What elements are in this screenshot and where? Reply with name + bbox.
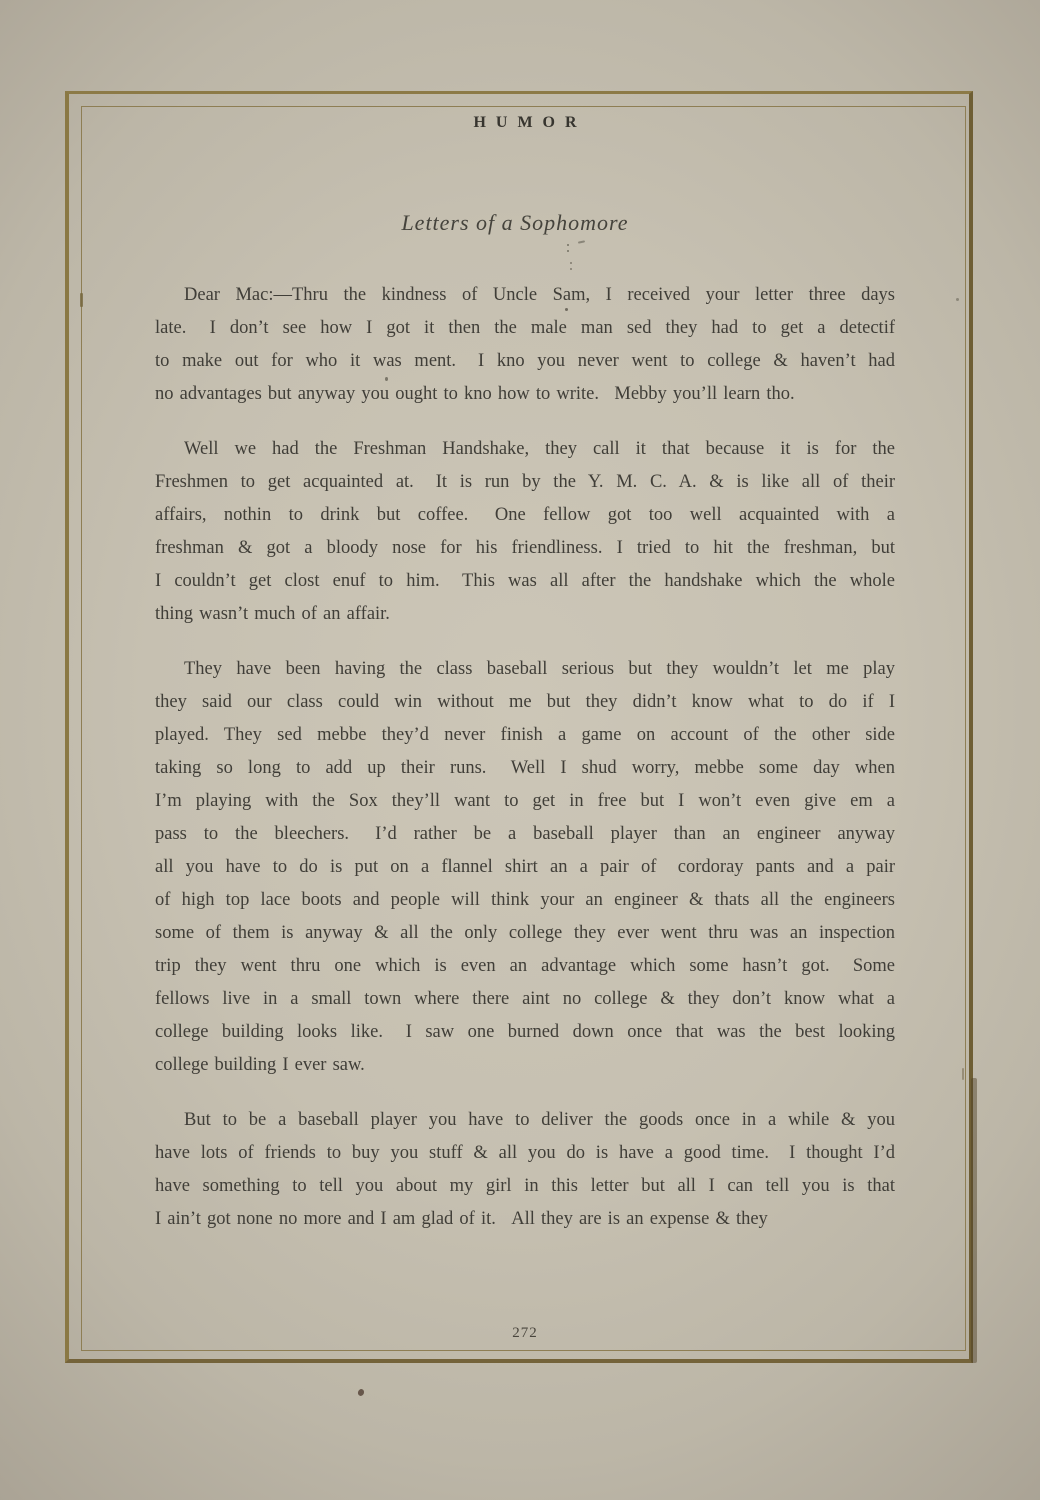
text-line: fellows live in a small town where there aint no college & they don’t know what a (155, 989, 895, 1009)
scan-speck (385, 377, 388, 381)
scan-speck (570, 268, 572, 270)
text-line: Dear Mac:—Thru the kindness of Uncle Sam, I received your letter three days (184, 285, 895, 305)
text-line: They have been having the class baseball serious but they wouldn’t let me play (184, 659, 895, 679)
scan-speck (565, 308, 568, 311)
text-line: I ain’t got none no more and I am glad of it. All they are is an expense & they (155, 1209, 768, 1229)
text-line: college building looks like. I saw one burned down once that was the best looking (155, 1022, 895, 1042)
text-line: college building I ever saw. (155, 1055, 365, 1075)
text-line: all you have to do is put on a flannel shirt an a pair of cordoray pants and a pair (155, 857, 895, 877)
scan-speck (962, 1068, 964, 1080)
scan-speck (956, 298, 959, 301)
text-line: freshman & got a bloody nose for his friendliness. I tried to hit the freshman, but (155, 538, 895, 558)
text-line: Freshmen to get acquainted at. It is run by the Y. M. C. A. & is like all of their (155, 472, 895, 492)
scan-edge-shadow (971, 1078, 977, 1363)
article-title: Letters of a Sophomore (401, 210, 629, 235)
text-line: I’m playing with the Sox they’ll want to get in free but I won’t even give em a (155, 791, 895, 811)
text-line: of high top lace boots and people will think your an engineer & thats all the engineers (155, 890, 895, 910)
text-line: Well we had the Freshman Handshake, they call it that because it is for the (184, 439, 895, 459)
scan-speck (567, 244, 569, 246)
text-line: But to be a baseball player you have to deliver the goods once in a while & you (184, 1110, 895, 1130)
text-line: they said our class could win without me but they didn’t know what to do if I (155, 692, 895, 712)
text-line: late. I don’t see how I got it then the male man sed they had to get a detectif (155, 318, 895, 338)
page-number: 272 (512, 1325, 538, 1341)
scan-speck (570, 262, 572, 264)
running-header: HUMOR (473, 114, 587, 131)
scan-speck (357, 1388, 365, 1397)
text-line: affairs, nothin to drink but coffee. One fellow got too well acquainted with a (155, 505, 895, 525)
paragraph (155, 279, 895, 411)
paragraph (155, 653, 895, 1082)
text-line: played. They sed mebbe they’d never finish a game on account of the other side (155, 725, 895, 745)
text-line: I couldn’t get clost enuf to him. This was all after the handshake which the whole (155, 571, 895, 591)
text-line: to make out for who it was ment. I kno you never went to college & haven’t had (155, 351, 895, 371)
text-line: some of them is anyway & all the only college they ever went thru was an inspection (155, 923, 895, 943)
text-line: no advantages but anyway you ought to kno how to write. Mebby you’ll learn tho. (155, 384, 795, 404)
scan-speck (567, 250, 569, 252)
text-line: thing wasn’t much of an affair. (155, 604, 390, 624)
text-line: have something to tell you about my girl in this letter but all I can tell you is that (155, 1176, 895, 1196)
paragraph (155, 433, 895, 631)
text-line: trip they went thru one which is even an advantage which some hasn’t got. Some (155, 956, 895, 976)
letter-body (155, 279, 895, 1236)
text-line: pass to the bleechers. I’d rather be a baseball player than an engineer anyway (155, 824, 895, 844)
text-line: have lots of friends to buy you stuff & all you do is have a good time. I thought I’d (155, 1143, 895, 1163)
scan-speck (80, 293, 83, 307)
paragraph (155, 1104, 895, 1236)
text-line: taking so long to add up their runs. Well I shud worry, mebbe some day when (155, 758, 895, 778)
